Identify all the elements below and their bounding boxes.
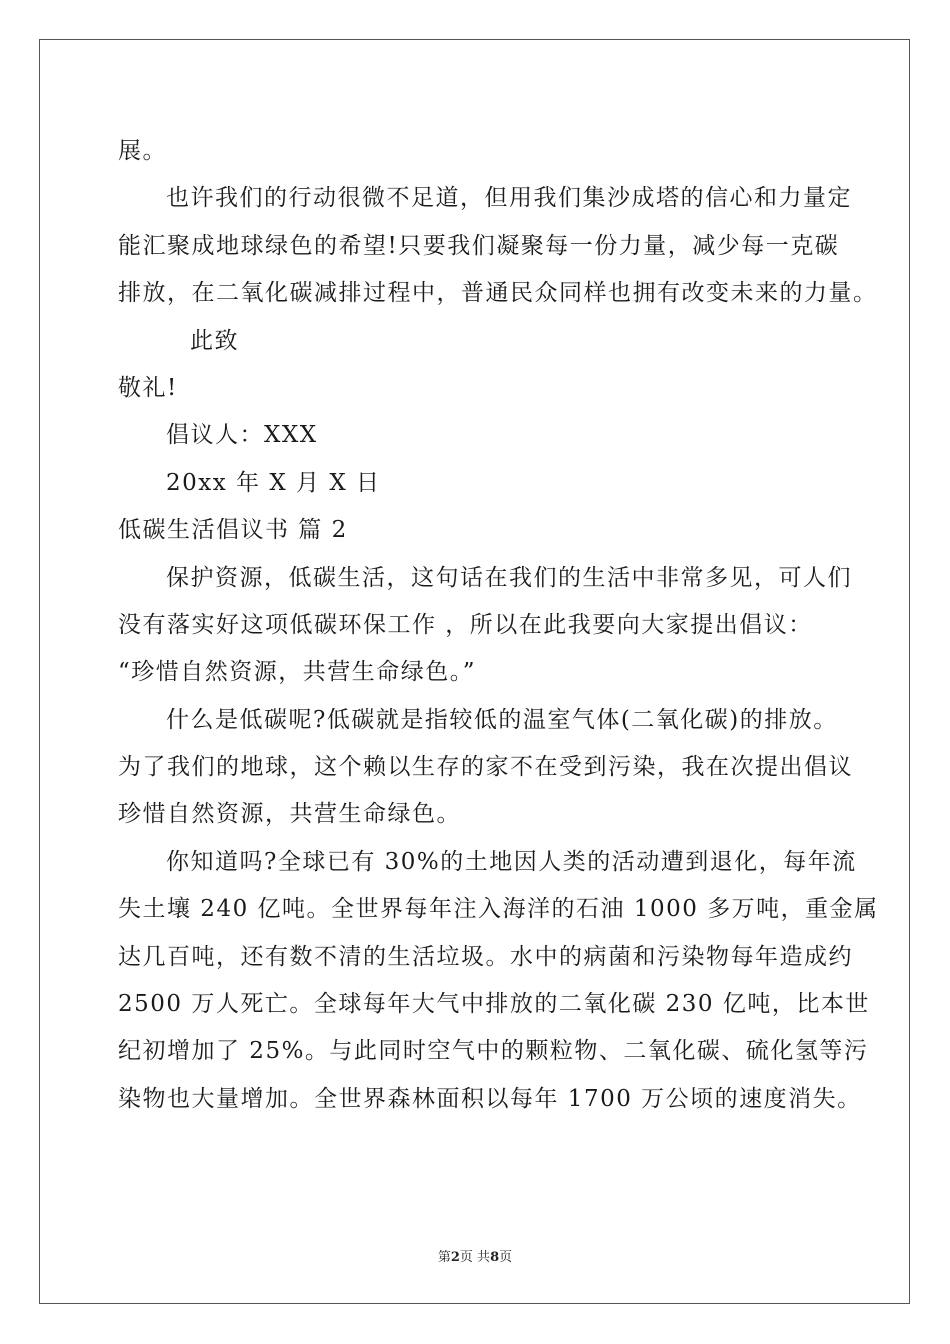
paragraph-start: 你知道吗?全球已有 30%的土地因人类的活动遭到退化，每年流: [166, 848, 857, 875]
section-heading: 低碳生活倡议书 篇 2: [118, 517, 348, 544]
page-mid: 页 共: [459, 1250, 491, 1265]
page-footer: [0, 1246, 950, 1265]
paragraph-start: 什么是低碳呢?低碳就是指较低的温室气体(二氧化碳)的排放。: [166, 706, 838, 733]
text-line: 珍惜自然资源，共营生命绿色。: [118, 801, 461, 828]
text-line: 纪初增加了 25%。与此同时空气中的颗粒物、二氧化碳、硫化氢等污: [118, 1038, 869, 1065]
text-line: 展。: [118, 138, 167, 164]
text-line: 失土壤 240 亿吨。全世界每年注入海洋的石油 1000 多万吨，重金属: [118, 896, 879, 923]
page-suffix: 页: [499, 1250, 513, 1265]
text-line: 染物也大量增加。全世界森林面积以每年 1700 万公顷的速度消失。: [118, 1085, 862, 1112]
page-prefix: 第: [437, 1250, 451, 1265]
page-current: 2: [450, 1250, 460, 1265]
text-line: 达几百吨，还有数不清的生活垃圾。水中的病菌和污染物每年造成约: [118, 943, 853, 970]
text-line: 为了我们的地球，这个赖以生存的家不在受到污染，我在次提出倡议: [118, 754, 853, 781]
closing-regards: 敬礼!: [118, 374, 178, 401]
signer: 倡议人：XXX: [166, 422, 318, 449]
text-line: 能汇聚成地球绿色的希望!只要我们凝聚每一份力量，减少每一克碳: [118, 232, 840, 259]
paragraph-start: 保护资源，低碳生活，这句话在我们的生活中非常多见，可人们: [166, 564, 852, 591]
page-total: 8: [490, 1250, 500, 1265]
text-line: 2500 万人死亡。全球每年大气中排放的二氧化碳 230 亿吨，比本世: [118, 991, 870, 1018]
document-body: [118, 128, 879, 1123]
date-line: 20xx 年 X 月 X 日: [166, 469, 381, 496]
quote-line: “珍惜自然资源，共营生命绿色。”: [118, 659, 477, 686]
paragraph-start: 也许我们的行动很微不足道，但用我们集沙成塔的信心和力量定: [166, 185, 852, 212]
text-line: 排放，在二氧化碳减排过程中，普通民众同样也拥有改变未来的力量。: [118, 280, 878, 307]
text-line: 没有落实好这项低碳环保工作 ，所以在此我要向大家提出倡议：: [118, 611, 813, 638]
closing-salutation: 此致: [190, 327, 239, 354]
